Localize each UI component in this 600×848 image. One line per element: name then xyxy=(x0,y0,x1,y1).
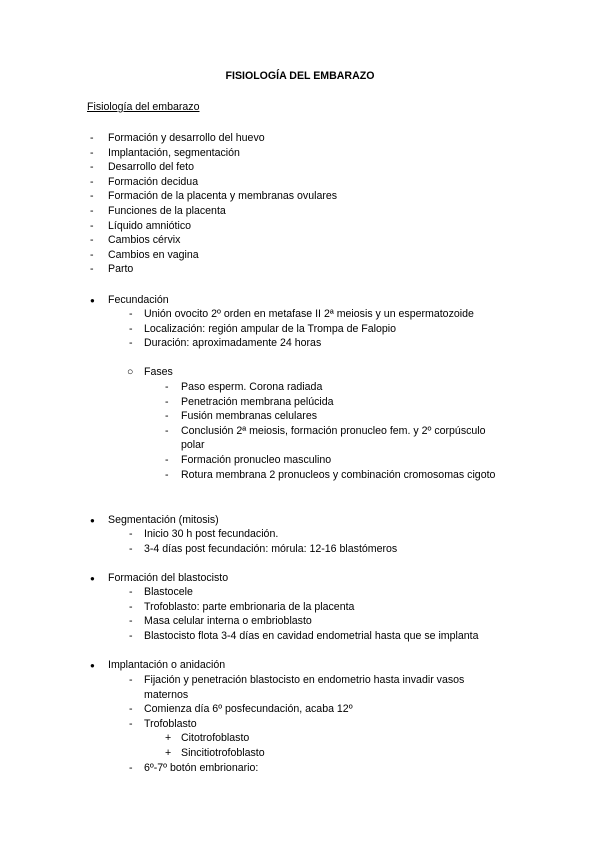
index-item-marker: - xyxy=(90,234,94,247)
blastocisto-item-marker: - xyxy=(129,615,133,628)
fases-item-marker: - xyxy=(165,454,169,466)
index-item: Líquido amniótico xyxy=(108,219,192,232)
index-item: Implantación, segmentación xyxy=(108,146,240,159)
segmentacion-item: Inicio 30 h post fecundación. xyxy=(144,528,279,540)
implantacion-item-marker: - xyxy=(129,703,133,716)
fases-item: Conclusión 2ª meiosis, formación pronucleo fem. y 2º corpúsculo xyxy=(181,424,486,437)
trofoblasto-item-marker: + xyxy=(165,732,172,745)
index-item: Formación decidua xyxy=(108,175,199,188)
fecundacion-item: Unión ovocito 2º orden en metafase II 2ª meiosis y un espermatozoide xyxy=(144,308,474,320)
page-title: FISIOLOGÍA DEL EMBARAZO xyxy=(225,70,375,82)
fecundacion-item: Localización: región ampular de la Trompa de Falopio xyxy=(144,322,397,335)
section-heading-fecundacion-marker: ● xyxy=(90,296,95,305)
index-item: Funciones de la placenta xyxy=(108,205,226,217)
segmentacion-item-marker: - xyxy=(129,542,133,555)
fases-item-marker: - xyxy=(165,468,169,481)
trofoblasto-item: Citotrofoblasto xyxy=(181,732,250,745)
index-item-marker: - xyxy=(90,263,94,276)
fases-item: Fusión membranas celulares xyxy=(181,410,318,423)
fecundacion-item-marker: - xyxy=(129,322,133,335)
blastocisto-item: Blastocele xyxy=(144,586,193,598)
fecundacion-item-marker: - xyxy=(129,308,133,320)
section-heading-blastocisto: Formación del blastocisto xyxy=(108,572,229,584)
trofoblasto-item: Sincitiotrofoblasto xyxy=(181,747,265,759)
fases-item-marker: - xyxy=(165,424,169,437)
index-item-marker: - xyxy=(90,248,94,261)
fases-item-marker: - xyxy=(165,410,169,423)
blastocisto-item: Trofoblasto: parte embrionaria de la placenta xyxy=(144,600,355,613)
implantacion-item: Trofoblasto xyxy=(144,717,197,730)
index-item-marker: - xyxy=(90,175,94,188)
index-item: Cambios en vagina xyxy=(108,248,199,261)
implantacion-item-marker: - xyxy=(129,674,133,686)
section-heading-implantacion: Implantación o anidación xyxy=(108,659,226,671)
index-item-marker: - xyxy=(90,219,94,232)
implantacion-item: Fijación y penetración blastocisto en endometrio hasta invadir vasos xyxy=(144,674,465,686)
index-item: Cambios cérvix xyxy=(108,234,181,247)
fases-item: Rotura membrana 2 pronucleos y combinación cromosomas cigoto xyxy=(181,468,496,481)
blastocisto-item-marker: - xyxy=(129,629,133,642)
fases-item-marker: - xyxy=(165,395,169,408)
subsection-heading-fases: Fases xyxy=(144,366,173,378)
fases-item: Penetración membrana pelúcida xyxy=(181,395,334,408)
fases-item: Paso esperm. Corona radiada xyxy=(181,381,323,393)
index-item: Desarrollo del feto xyxy=(108,161,194,174)
index-item-marker: - xyxy=(90,146,94,159)
index-item: Parto xyxy=(108,263,134,276)
blastocisto-item: Masa celular interna o embrioblasto xyxy=(144,615,312,628)
fases-item: polar xyxy=(181,439,205,452)
fases-item: Formación pronucleo masculino xyxy=(181,454,332,466)
subsection-heading-fases-marker: ○ xyxy=(127,366,134,378)
section-heading-fecundacion: Fecundación xyxy=(108,294,169,306)
section-heading-segmentacion-marker: ● xyxy=(90,516,95,525)
implantacion-item: 6º-7º botón embrionario: xyxy=(144,761,259,774)
index-item: Formación y desarrollo del huevo xyxy=(108,132,265,144)
blastocisto-item-marker: - xyxy=(129,586,133,598)
fecundacion-item: Duración: aproximadamente 24 horas xyxy=(144,337,322,350)
section-heading-implantacion-marker: ● xyxy=(90,661,95,670)
index-item-marker: - xyxy=(90,190,94,203)
implantacion-item-marker: - xyxy=(129,761,133,774)
index-item-marker: - xyxy=(90,161,94,174)
segmentacion-item: 3-4 días post fecundación: mórula: 12-16 blastómeros xyxy=(144,542,398,555)
segmentacion-item-marker: - xyxy=(129,528,133,540)
trofoblasto-item-marker: + xyxy=(165,747,172,759)
blastocisto-item-marker: - xyxy=(129,600,133,613)
fecundacion-item-marker: - xyxy=(129,337,133,350)
implantacion-item-marker: - xyxy=(129,717,133,730)
blastocisto-item: Blastocisto flota 3-4 días en cavidad endometrial hasta que se implanta xyxy=(144,629,479,642)
section-heading-segmentacion: Segmentación (mitosis) xyxy=(108,514,219,526)
section-heading-blastocisto-marker: ● xyxy=(90,574,95,583)
index-item: Formación de la placenta y membranas ovulares xyxy=(108,190,338,203)
section-subtitle: Fisiología del embarazo xyxy=(87,101,200,113)
implantacion-item: Comienza día 6º posfecundación, acaba 12º xyxy=(144,703,353,716)
implantacion-item: maternos xyxy=(144,688,189,701)
index-item-marker: - xyxy=(90,132,94,144)
fases-item-marker: - xyxy=(165,381,169,393)
index-item-marker: - xyxy=(90,205,94,217)
